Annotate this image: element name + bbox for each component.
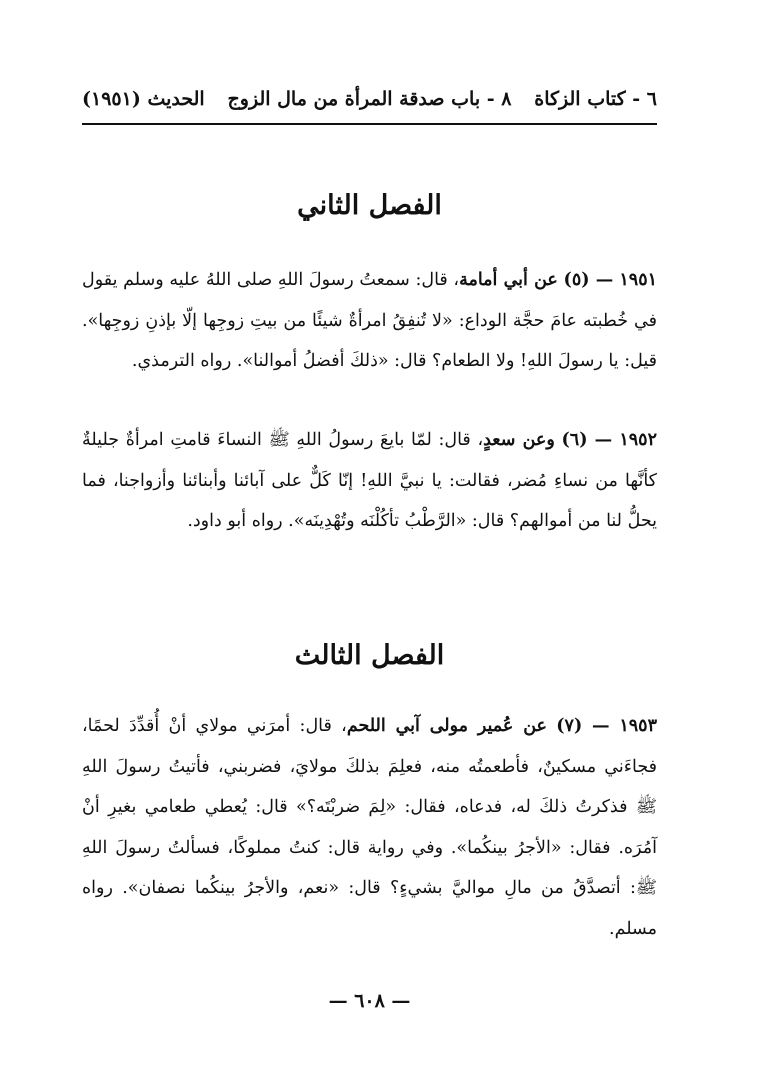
hadith-number: ١٩٥٢ — (٦)	[561, 430, 657, 450]
hadith-narrator: وعن سعدٍ	[483, 430, 555, 450]
running-head	[82, 84, 657, 114]
hadith-reference: الحديث (١٩٥١)	[82, 88, 205, 110]
hadith-text: ، قال: أمرَني مولاي أنْ أُقدِّدَ لحمًا، فجاءَني مسكينٌ، فأطعمتُه منه، فعلِمَ بذلكَ مولايَ، فضربني، فأتيتُ رسولَ اللهِ ﷺ فذكرتُ ذلكَ له، فدعاه، فقال: «لِمَ ضربْتَه؟» قال: يُعطي طعامي بغيرِ أنْ آمُرَه. فقال: «الأجرُ بينكُما». وفي رواية قال: كنتُ مملوكًا، فسألتُ رسولَ اللهِ ﷺ: أتصدَّقُ من مالِ مواليَّ بشيءٍ؟ قال: «نعم، والأجرُ بينكُما نصفان». رواه مسلم.	[82, 716, 657, 939]
hadith-number: ١٩٥١ — (٥)	[563, 270, 658, 290]
hadith-narrator: عن أبي أمامة	[459, 270, 558, 290]
page-number: — ٦٠٨ —	[328, 990, 411, 1012]
chapter-title: ٨ - باب صدقة المرأة من مال الزوج	[227, 88, 512, 110]
section-title-second: الفصل الثاني	[297, 190, 442, 221]
hadith-text: ، قال: لمّا بايعَ رسولُ اللهِ ﷺ النساءَ قامتِ امرأةٌ جليلةٌ كأنَّها من نساءِ مُضر، فقالت: يا نبيَّ اللهِ! إنّا كَلٌّ على آبائنا وأبنائنا وأزواجنا، فما يحلُّ لنا من أموالهم؟ قال: «الرَّطْبُ تأكُلْنَه وتُهْدِينَه». رواه أبو داود.	[82, 430, 657, 531]
hadith-1953	[82, 706, 657, 949]
hadith-1952	[82, 420, 657, 542]
hadith-text: ، قال: سمعتُ رسولَ اللهِ صلى اللهُ عليه وسلم يقول في خُطبته عامَ حجَّة الوداع: «لا تُنفِقُ امرأةٌ شيئًا من بيتِ زوجِها إلّا بإذنِ زوجِها». قيل: يا رسولَ اللهِ! ولا الطعام؟ قال: «ذلكَ أفضلُ أموالنا». رواه الترمذي.	[82, 270, 657, 371]
book-title: ٦ - كتاب الزكاة	[534, 88, 657, 110]
hadith-number: ١٩٥٣ — (٧)	[556, 716, 657, 736]
hadith-narrator: عن عُمير مولى آبي اللحم	[346, 716, 547, 736]
hadith-1951	[82, 260, 657, 382]
section-title-third: الفصل الثالث	[294, 640, 445, 671]
header-divider	[82, 123, 657, 125]
